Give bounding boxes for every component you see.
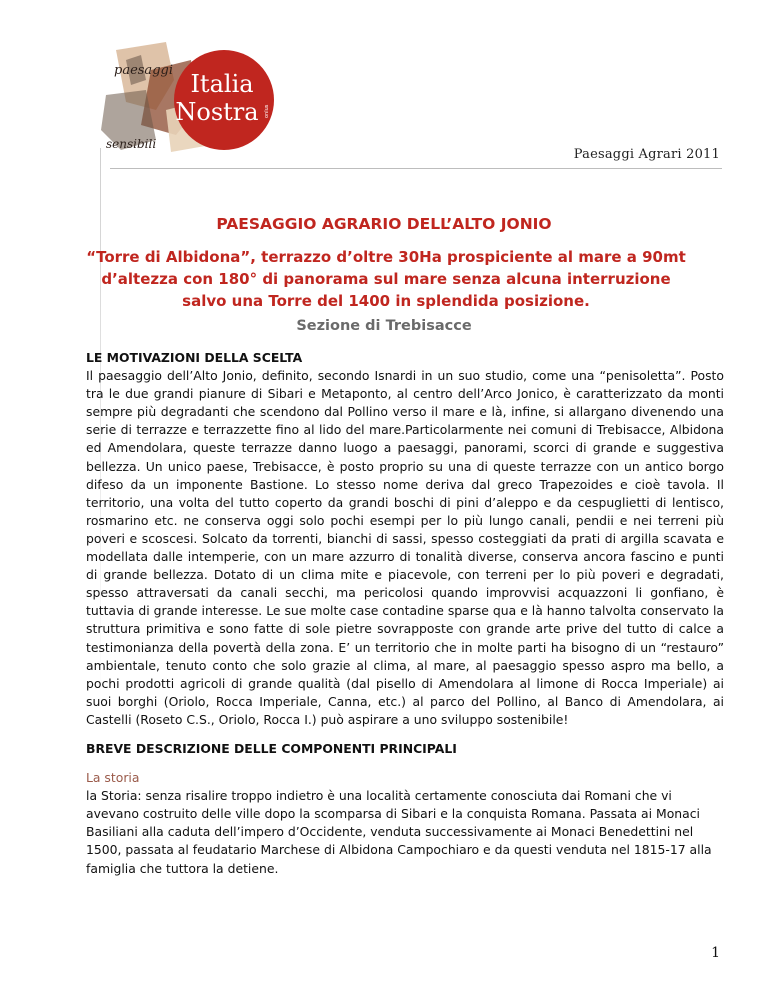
history-paragraph: la Storia: senza risalire troppo indietro è una località certamente conosciuta dai Romani che vi avevano costruito delle ville dopo la scomparsa di Sibari e la conquista Romana. Passata ai Monaci Basiliani alla caduta dell’impero d’Occidente, venduta successivamente ai Monaci Benedettini nel 1500, passata al feudatario Marchese di Albidona Campochiaro e da questi venduta nel 1815-17 alla famiglia che tuttora la detiene. [86,788,712,876]
logo-brand-line2: Nostra [175,98,259,126]
italia-nostra-logo [96,40,286,160]
page-number: 1 [711,945,720,961]
logo-brand-suffix: onlus [264,104,270,118]
logo-graphic [96,40,286,160]
header-tag: Paesaggi Agrari 2011 [573,147,720,162]
logo-brand-line1: Italia [190,70,254,98]
motivations-heading: LE MOTIVAZIONI DELLA SCELTA [86,350,303,365]
document-body [86,349,724,878]
document-subtitle: “Torre di Albidona”, terrazzo d’oltre 30Ha prospiciente al mare a 90mt d’altezza con 180° di panorama sul mare senza alcuna interruzione salvo una Torre del 1400 in splendida posizione. [86,248,686,310]
document-title: PAESAGGIO AGRARIO DELL’ALTO JONIO [216,215,552,233]
header-divider [110,168,722,169]
logo-script-top: paesaggi [114,63,173,78]
history-subheading: La storia [86,770,140,786]
components-heading: BREVE DESCRIZIONE DELLE COMPONENTI PRINCIPALI [86,740,457,756]
logo-script-bottom: sensibili [106,137,157,151]
motivations-paragraph: Il paesaggio dell’Alto Jonio, definito, secondo Isnardi in un suo studio, come una “penisoletta”. Posto tra le due grandi pianure di Sibari e Metaponto, al centro dell’Arco Jonico, è caratterizzato da monti sempre più degradanti che scendono dal Pollino verso il mare e là, infine, si allargano divenendo una serie di terrazze e terrazzette fino al lido del mare.Particolarmente nei comuni di Trebisacce, Albidona ed Amendolara, queste terrazze danno luogo a paesaggi, panorami, scorci di grande e suggestiva bellezza. Un unico paese, Trebisacce, è posto proprio su una di queste terrazze con un antico borgo difeso da un imponente Bastione. Lo stesso nome deriva dal greco Trapezoides e cioè tavola. Il territorio, una volta del tutto coperto da grandi boschi di pini d’aleppo e da cespuglietti di lentisco, rosmarino etc. ne conserva oggi solo pochi esempi per lo più lungo canali, pendii e nei terreni più poveri e scoscesi. Solcato da torrenti, bianchi di sassi, spesso costeggiati da prati di argilla scavata e modellata dalle intemperie, con un mare azzurro di tonalità diverse, conserva ancora fascino e punti di grande bellezza. Dotato di un clima mite e piacevole, con terreni per lo più poveri e degradati, spesso attraversati da canali secchi, ma pericolosi quando improvvisi acquazzoni li gonfiano, è tuttavia di grande interesse. Le sue molte case contadine sparse qua e là hanno talvolta conservato la struttura primitiva e sono fatte di sole pietre sovrapposte con grande arte prive del tutto di calce a testimonianza della povertà della zona. E’ un territorio che in molte parti ha bisogno di un “restauro” ambientale, tenuto conto che solo grazie al clima, al mare, al paesaggio spesso aspro ma bello, a pochi prodotti agricoli di grande qualità (dal pisello di Amendolara al limone di Rocca Imperiale) ai suoi borghi (Oriolo, Rocca Imperiale, Canna, etc.) al parco del Pollino, al Banco di Amendolara, ai Castelli (Roseto C.S., Oriolo, Rocca I.) può aspirare a uno sviluppo sostenibile! [86,368,724,727]
section-label: Sezione di Trebisacce [296,318,472,334]
